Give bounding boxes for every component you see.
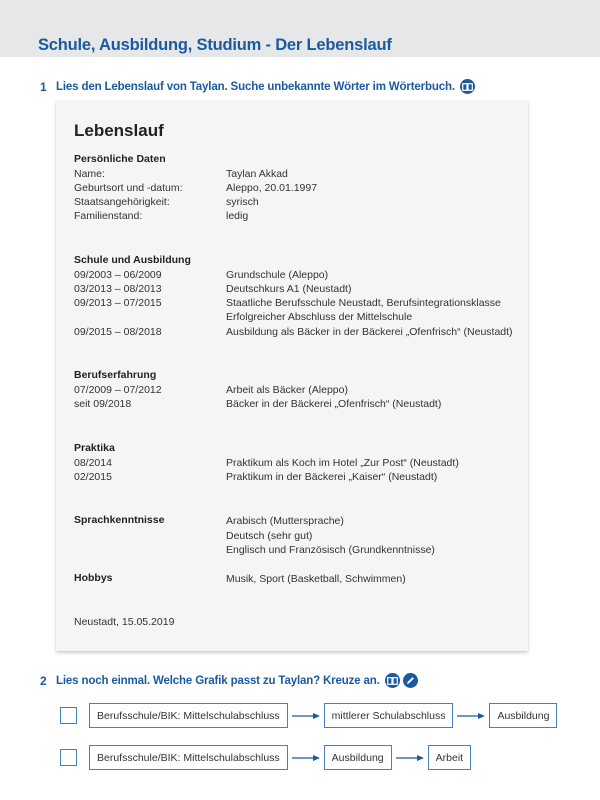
section-school-heading: Schule und Ausbildung [74, 254, 191, 266]
arrow-right-icon [291, 710, 321, 722]
arrow-right-icon [395, 752, 425, 764]
cv-row: Name: Taylan Akkad [74, 168, 288, 180]
flow-step: Ausbildung [489, 703, 557, 728]
flow-step: mittlerer Schulabschluss [324, 703, 454, 728]
page-title: Schule, Ausbildung, Studium - Der Lebenslauf [38, 36, 392, 54]
cv-row: Geburtsort und -datum: Aleppo, 20.01.1997 [74, 182, 318, 194]
option-1-checkbox[interactable] [60, 707, 77, 724]
section-languages-heading: Sprachkenntnisse [74, 514, 165, 526]
graph-option-2 [60, 745, 471, 770]
dictionary-icon [460, 79, 475, 94]
hobbies-value: Musik, Sport (Basketball, Schwimmen) [226, 573, 406, 585]
task-text: Lies den Lebenslauf von Taylan. Suche unbekannte Wörter im Wörterbuch. [56, 80, 455, 93]
cv-row: 09/2003 – 06/2009 Grundschule (Aleppo) [74, 269, 329, 281]
arrow-right-icon [456, 710, 486, 722]
dictionary-icon [385, 673, 400, 688]
cv-row: 09/2013 – 07/2015 Staatliche Berufsschule Neustadt, Berufsintegrationsklasse [74, 297, 501, 309]
cv-title: Lebenslauf [74, 121, 164, 140]
flow-step: Berufsschule/BIK: Mittelschulabschluss [89, 745, 288, 770]
languages-list: Arabisch (Muttersprache) Deutsch (sehr gut) Englisch und Französisch (Grundkenntnisse) [226, 515, 435, 556]
flow-step: Berufsschule/BIK: Mittelschulabschluss [89, 703, 288, 728]
section-hobbies-heading: Hobbys [74, 572, 113, 584]
graph-option-1 [60, 703, 557, 728]
task-2-instruction [40, 673, 418, 688]
cv-card [56, 101, 528, 651]
option-2-checkbox[interactable] [60, 749, 77, 766]
flow-step: Ausbildung [324, 745, 392, 770]
cv-row: seit 09/2018 Bäcker in der Bäckerei „Ofenfrisch“ (Neustadt) [74, 398, 442, 410]
pencil-icon [403, 673, 418, 688]
cv-row: Familienstand: ledig [74, 210, 249, 222]
cv-row: 07/2009 – 07/2012 Arbeit als Bäcker (Aleppo) [74, 384, 348, 396]
task-1-instruction [40, 79, 475, 94]
cv-row: 08/2014 Praktikum als Koch im Hotel „Zur Post“ (Neustadt) [74, 457, 459, 469]
flow-step: Arbeit [428, 745, 471, 770]
arrow-right-icon [291, 752, 321, 764]
section-internships-heading: Praktika [74, 442, 115, 454]
place-date: Neustadt, 15.05.2019 [74, 616, 175, 628]
task-number: 1 [40, 79, 47, 94]
cv-row-continuation: Erfolgreicher Abschluss der Mittelschule [226, 311, 413, 323]
section-personal-heading: Persönliche Daten [74, 153, 166, 165]
section-experience-heading: Berufserfahrung [74, 369, 157, 381]
cv-row: 09/2015 – 08/2018 Ausbildung als Bäcker in der Bäckerei „Ofenfrisch“ (Neustadt) [74, 326, 513, 338]
cv-row: 02/2015 Praktikum in der Bäckerei „Kaiser“ (Neustadt) [74, 471, 438, 483]
cv-row: 03/2013 – 08/2013 Deutschkurs A1 (Neustadt) [74, 283, 352, 295]
task-number: 2 [40, 673, 47, 688]
task-text: Lies noch einmal. Welche Grafik passt zu Taylan? Kreuze an. [56, 674, 380, 687]
cv-row: Staatsangehörigkeit: syrisch [74, 196, 259, 208]
